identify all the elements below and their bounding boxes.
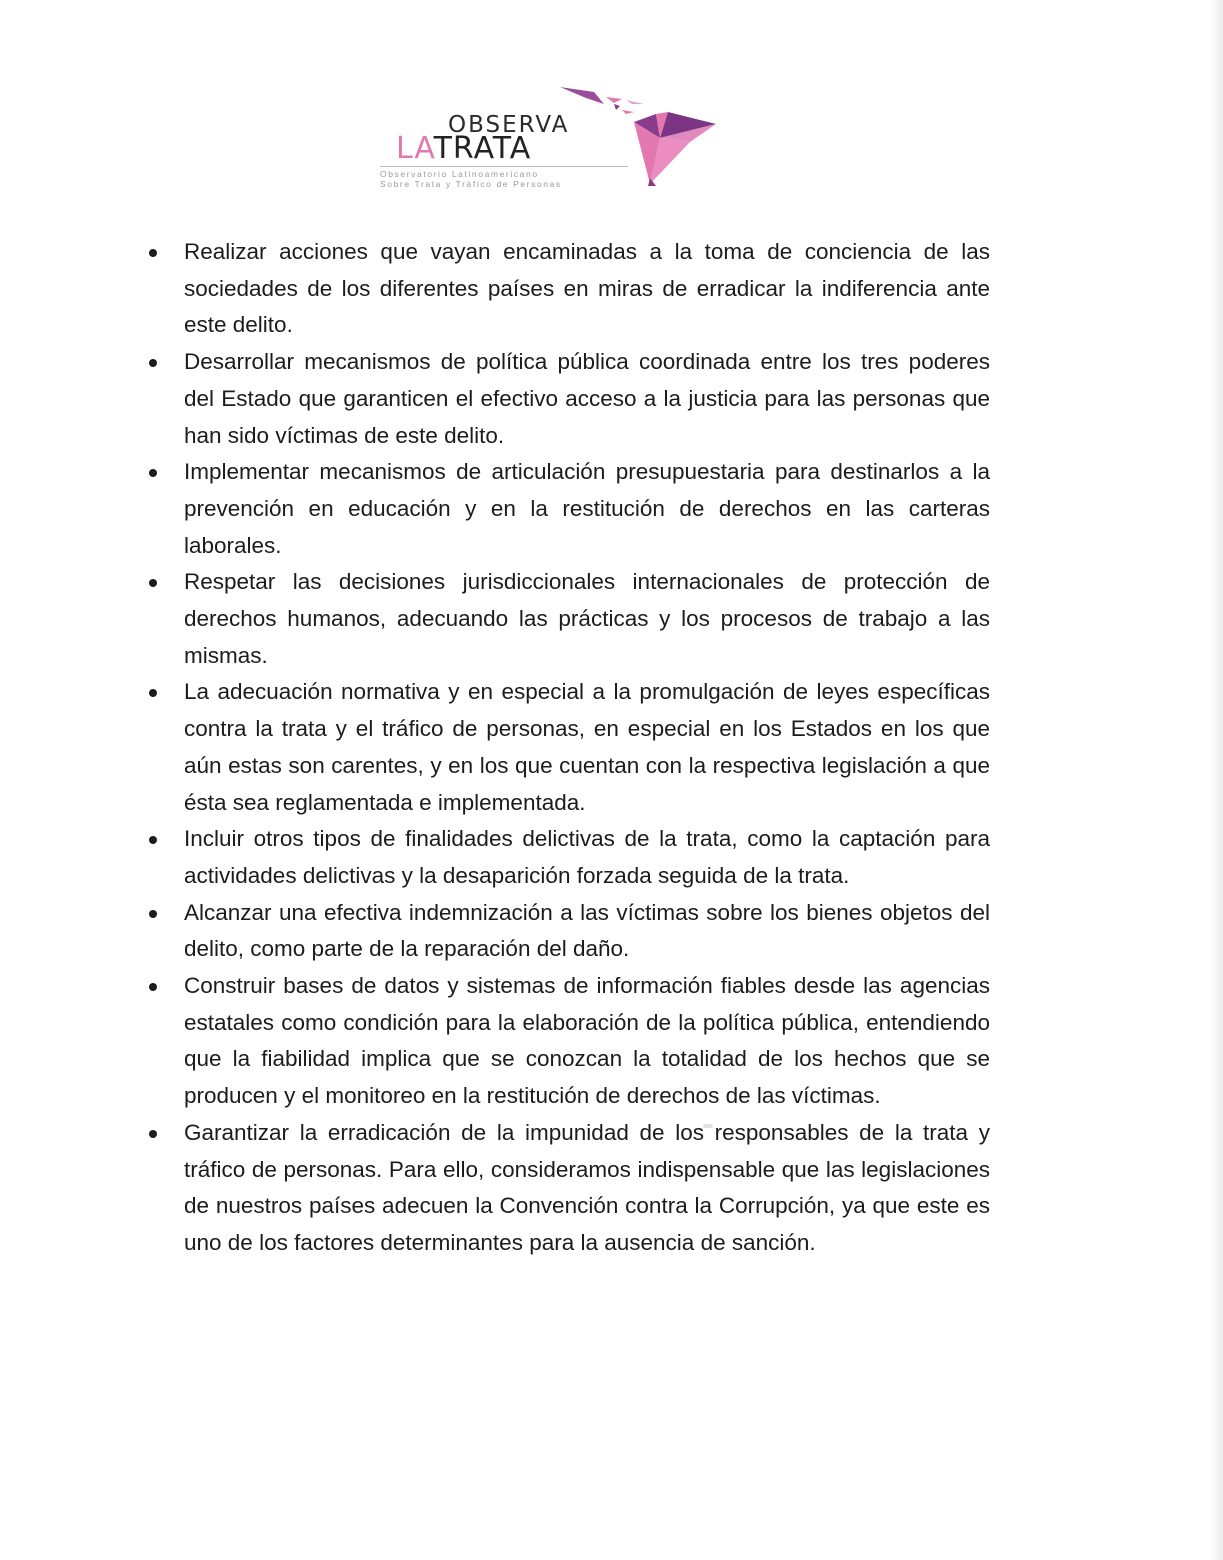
list-item <box>140 344 990 454</box>
bullet-icon <box>149 359 157 367</box>
latin-america-map-icon <box>556 82 726 192</box>
list-item-text: Respetar las decisiones jurisdiccionales internacionales de protección de derechos humanos, adecuando las prácticas y los procesos de trabajo a las mismas. <box>184 569 990 668</box>
bullet-icon <box>149 983 157 991</box>
logo-wordmark-observa: OBSERVA <box>448 112 570 138</box>
bullet-icon <box>149 836 157 844</box>
list-item-text: Garantizar la erradicación de la impunidad de los responsables de la trata y tráfico de personas. Para ello, consideramos indispensable que las legislaciones de nuestros países adecuen la Convención contra la Corrupción, ya que este es uno de los factores determinantes para la ausencia de sanción. <box>184 1119 990 1255</box>
scan-artifact <box>703 1124 713 1128</box>
bullet-icon <box>149 579 157 587</box>
list-item <box>140 1115 990 1262</box>
map-shard-panama <box>622 110 634 114</box>
map-shard-caribbean <box>614 104 620 110</box>
map-shard-central-2 <box>626 100 644 104</box>
logo-subtitle-line2: Sobre Trata y Tráfico de Personas <box>380 179 562 189</box>
list-item-text: Incluir otros tipos de finalidades delictivas de la trata, como la captación para actividades delictivas y la desaparición forzada seguida de la trata. <box>184 826 990 888</box>
bullet-icon <box>149 1130 157 1138</box>
bullet-icon <box>149 469 157 477</box>
list-item-text: Desarrollar mecanismos de política pública coordinada entre los tres poderes del Estado que garanticen el efectivo acceso a la justicia para las personas que han sido víctimas de este delito. <box>184 349 990 448</box>
logo-wordmark-la: LA <box>396 131 434 166</box>
list-item-text: Implementar mecanismos de articulación presupuestaria para destinarlos a la prevención en educación y en la restitución de derechos en las carteras laborales. <box>184 459 990 558</box>
list-item <box>140 674 990 821</box>
map-shard-central-1 <box>606 97 622 103</box>
recommendations-section <box>140 234 990 1262</box>
logo-wordmark-latrata <box>396 131 532 166</box>
list-item <box>140 968 990 1115</box>
list-item <box>140 454 990 564</box>
list-item <box>140 234 990 344</box>
list-item <box>140 895 990 968</box>
logo-wordmark-trata: TRATA <box>433 131 532 166</box>
list-item <box>140 821 990 894</box>
bullet-icon <box>149 689 157 697</box>
list-item <box>140 564 990 674</box>
list-item-text: La adecuación normativa y en especial a la promulgación de leyes específicas contra la trata y el tráfico de personas, en especial en los Estados en los que aún estas son carentes, y en los que cuentan con la respectiva legislación a que ésta sea reglamentada e implementada. <box>184 679 990 815</box>
list-item-text: Realizar acciones que vayan encaminadas a la toma de conciencia de las sociedades de los diferentes países en miras de erradicar la indiferencia ante este delito. <box>184 239 990 338</box>
bullet-icon <box>149 910 157 918</box>
map-shard-mexico <box>560 87 604 104</box>
list-item-text: Construir bases de datos y sistemas de información fiables desde las agencias estatales como condición para la elaboración de la política pública, entendiendo que la fiabilidad implica que se conozcan la totalidad de los hechos que se producen y el monitoreo en la restitución de derechos de las víctimas. <box>184 973 990 1109</box>
list-item-text: Alcanzar una efectiva indemnización a las víctimas sobre los bienes objetos del delito, como parte de la reparación del daño. <box>184 899 990 962</box>
recommendations-list <box>140 234 990 1262</box>
observa-la-trata-logo <box>378 82 723 192</box>
bullet-icon <box>149 249 157 257</box>
scan-edge-shadow <box>1209 0 1223 1560</box>
logo-subtitle-line1: Observatorio Latinoamericano <box>380 169 539 179</box>
